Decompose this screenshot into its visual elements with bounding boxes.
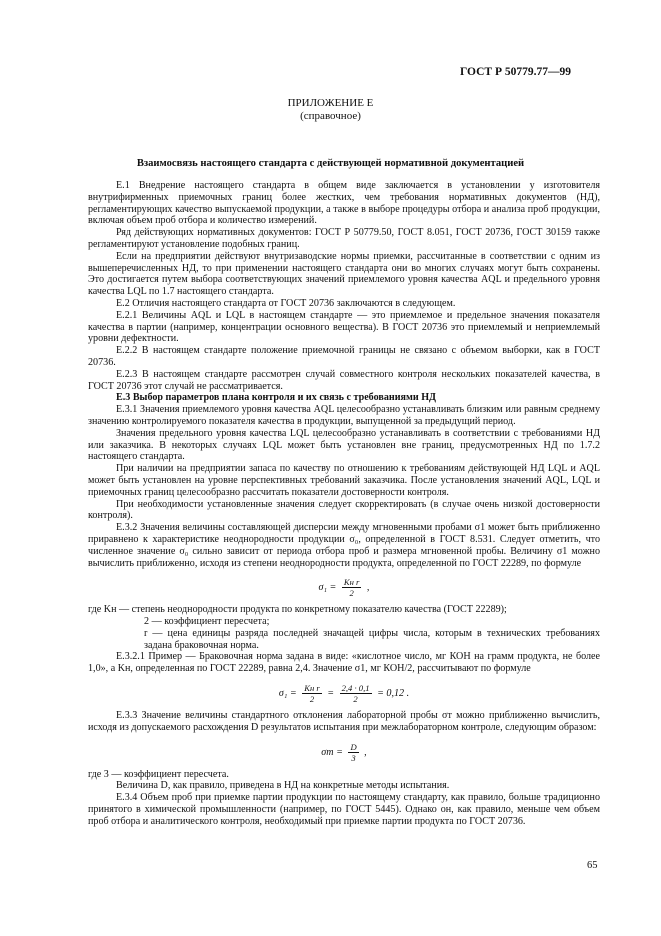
paragraph-e31: Е.3.1 Значения приемлемого уровня качества AQL целесообразно устанавливать близким или равным среднему значению контролируемого показателя качества в продукции, выпущенной за предыдущий период.: [88, 404, 600, 427]
standard-header: ГОСТ Р 50779.77—99: [460, 66, 571, 78]
where-3: где 3 — коэффициент пересчета.: [88, 768, 229, 780]
formula-sigmat: σт = $\frac{D}{3}$ ,: [321, 741, 367, 763]
formula-denominator: 2: [353, 694, 358, 705]
paragraph-e22: Е.2.2 В настоящем стандарте положение приемочной границы не связано с объемом выборки, как в ГОСТ 20736.: [88, 345, 600, 368]
paragraph-e1b: Ряд действующих нормативных документов: ГОСТ Р 50779.50, ГОСТ 8.051, ГОСТ 20736, ГОСТ 30159 также регламентируют установление подобных границ.: [88, 227, 600, 250]
paragraph-e33: Е.3.3 Значение величины стандартного отклонения лабораторной пробы σт можно приближенно вычислить, исходя из допускаемого расхождения D результатов испытания при межлабораторном контроле, следующим образом:: [88, 710, 600, 733]
formula-lhs: σ₁ =: [278, 687, 297, 699]
formula-lhs: σ₁ =: [318, 582, 337, 594]
appendix-subtitle: (справочное): [300, 110, 361, 122]
paragraph-e21: Е.2.1 Величины AQL и LQL в настоящем стандарте — это приемлемое и предельное значения показателя качества в партии (например, концентрации основного вещества). В ГОСТ 20736 это приемлемый и неприемлемый уровни дефектности.: [88, 309, 600, 345]
paragraph-e1c: Если на предприятии действуют внутризаводские нормы приемки, рассчитанные в соответствии с одним из вышеперечисленных НД, то при применении настоящего стандарта они во многих случаях могут быть сохранены. Это достигается путем выбора соответствующих значений приемлемого уровня качества AQL и предельного уровня качества LQL по 1.7 настоящего стандарта.: [88, 250, 600, 298]
formula-denominator: 3: [351, 752, 356, 763]
document-body: [88, 180, 600, 828]
where-2: 2 — коэффициент пересчета;: [144, 616, 270, 628]
paragraph-e31c: При наличии на предприятии запаса по качеству по отношению к требованиям действующей НД LQL и AQL может быть установлен на уровне перспективных требований заказчика. После установления значений AQL, LQL и приемочных границ целесообразно рассчитать показатели достоверности контроля.: [88, 463, 600, 498]
section-heading: Взаимосвязь настоящего стандарта с действующей нормативной документацией: [136, 158, 525, 169]
formula-numerator: Kн r: [304, 683, 320, 694]
paragraph-e31d: При необходимости установленные значения следует скорректировать (в случае очень низкой достоверности контроля).: [88, 498, 600, 522]
formula-fraction: [340, 683, 372, 704]
paragraph-e32: Е.3.2 Значения величины составляющей дисперсии между мгновенными пробами σ1 может быть приближенно приравнено к характеристике неоднородности продукции σ₀, определенной в ГОСТ 8.531. Следует отметить, что численное значение σ₀ сильно зависит от периода отбора проб и размера мгновенной пробы. Величину σ1 можно вычислить приближенно, исходя из степени неоднородности продукта, определенной по ГОСТ 22289, по формуле: [88, 522, 600, 569]
where-r: r — цена единицы разряда последней значащей цифры числа, которым в технических требованиях задана браковочная норма.: [144, 627, 600, 651]
paragraph-e33b: Величина D, как правило, приведена в НД на конкретные методы испытания.: [116, 780, 450, 792]
appendix-title: ПРИЛОЖЕНИЕ Е: [287, 97, 374, 109]
paragraph-e23: Е.2.3 В настоящем стандарте рассмотрен случай совместного контроля нескольких показателей качества, в ГОСТ 20736 этот случай не рассматривается.: [88, 368, 600, 392]
page-number: 65: [587, 860, 598, 871]
formula-result: = 0,12 .: [377, 687, 410, 699]
formula-numerator: Kн r: [343, 577, 360, 588]
formula-lhs: σт =: [321, 746, 343, 758]
formula-denominator: 2: [309, 694, 315, 705]
paragraph-e34: Е.3.4 Объем проб при приемке партии продукции по настоящему стандарту, как правило, больше традиционно принятого в химической промышленности (например, по ГОСТ 5445). Однако он, как правило, меньше чем объем проб отбора и аналитического контроля, необходимый при приемке партии продукта по ГОСТ 20736.: [88, 792, 600, 827]
paragraph-e1: Е.1 Внедрение настоящего стандарта в общем виде заключается в установлении у изготовителя внутрифирменных приемочных границ более жестких, чем требования нормативных документов (НД), регламентирующих качество выпускаемой продукции, а также в выборе процедуры отбора и анализа проб продукции, включая объем проб отбора и количество измерений.: [88, 180, 600, 227]
formula-numerator: 2,4 · 0,1: [341, 683, 370, 694]
where-kn: где Kн — степень неоднородности продукта по конкретному показателю качества (ГОСТ 22289);: [88, 604, 507, 616]
formula-example: σ₁ = $\frac{\text{Kн r}}{2}$ = $\frac{2,4 \cdot 0,1}{2}$ = 0,12 .: [278, 683, 410, 705]
formula-fraction: [348, 742, 358, 763]
formula-fraction: [342, 577, 362, 598]
formula-numerator: D: [350, 741, 357, 752]
paragraph-e2: Е.2 Отличия настоящего стандарта от ГОСТ 20736 заключаются в следующем.: [116, 297, 456, 309]
paragraph-e31b: Значения предельного уровня качества LQL целесообразно устанавливать в соответствии с требованиями НД или заказчика. В некоторых случаях LQL может быть установлен вне границ, предусмотренных НД по 1.7.2 настоящего стандарта.: [88, 427, 600, 463]
formula-sigma1: σ₁ = $\frac{\text{Kн r}}{2}$ ,: [318, 577, 370, 599]
formula-denominator: 2: [349, 588, 354, 599]
section-e3-heading: Е.3 Выбор параметров плана контроля и их связь с требованиями НД: [116, 392, 436, 404]
formula-fraction: [302, 683, 322, 704]
paragraph-e321: Е.3.2.1 Пример — Браковочная норма задана в виде: «кислотное число, мг КОН на грамм продукта, не более 1,0», а Kн, определенная по ГОСТ 22289, равна 2,4. Значение σ1, мг КОН/2, рассчитывают по формуле: [88, 651, 600, 675]
